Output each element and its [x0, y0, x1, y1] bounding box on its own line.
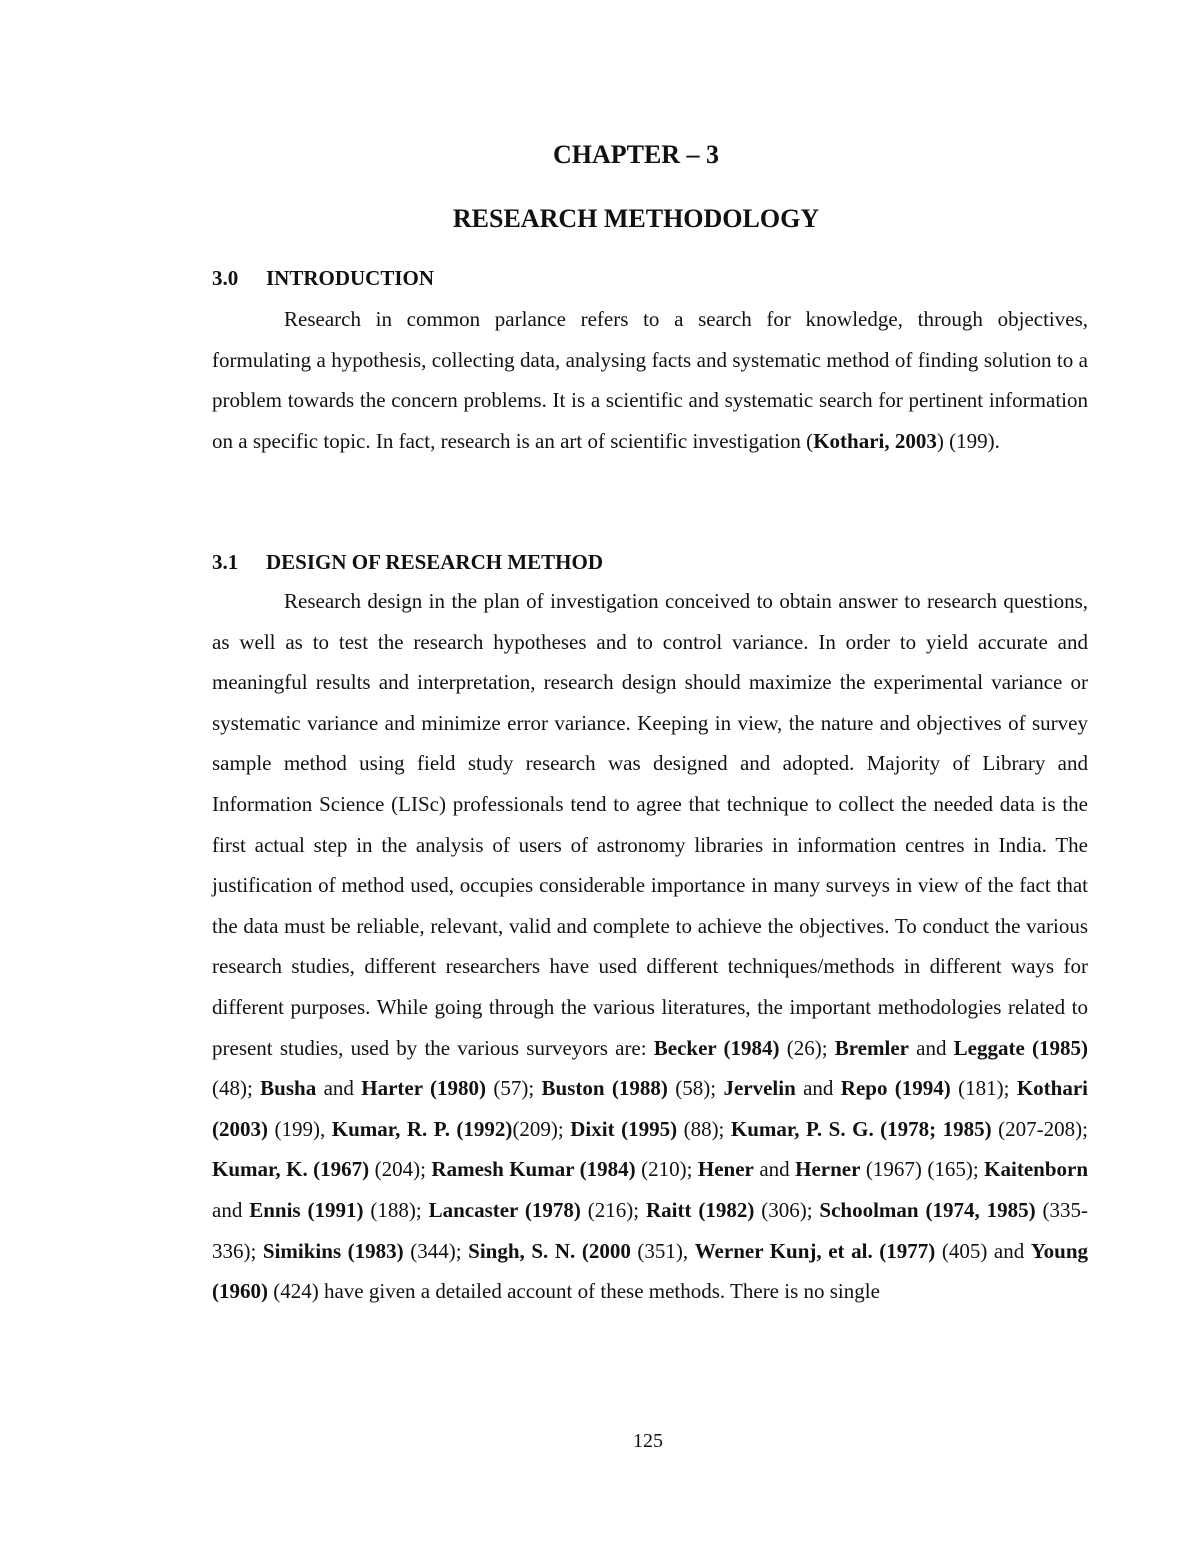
citation-bold: Schoolman (1974, 1985) [819, 1197, 1036, 1222]
text-run: and [753, 1157, 796, 1182]
citation-bold: Dixit (1995) [570, 1116, 678, 1141]
citation-bold: Kumar, P. S. G. (1978; 1985) [730, 1116, 992, 1141]
text-run: (88); [677, 1116, 731, 1141]
text-run: and [316, 1076, 362, 1101]
citation-bold: Lancaster (1978) [428, 1197, 581, 1222]
citation-bold: Herner [795, 1157, 861, 1182]
citation-bold: Kumar, R. P. (1992) [331, 1116, 513, 1141]
citation-bold: Werner Kunj, et al. (1977) [694, 1238, 936, 1263]
paragraph-design [212, 581, 1088, 1312]
text-run: (306); [754, 1197, 820, 1222]
text-run: (26); [779, 1035, 835, 1060]
citation-bold: Becker (1984) [653, 1035, 780, 1060]
citation-bold: Singh, S. N. (2000 [468, 1238, 631, 1263]
section-number: 3.0 [212, 266, 239, 290]
citation-bold: Buston (1988) [541, 1076, 668, 1101]
citation-bold: Bremler [834, 1035, 909, 1060]
text-run: (58); [667, 1076, 724, 1101]
text-run: (48); [212, 1076, 261, 1101]
chapter-number: CHAPTER – 3 [552, 140, 720, 169]
section-number: 3.1 [212, 550, 239, 574]
text-run: ) (199). [936, 428, 1000, 453]
citation-bold: Hener [697, 1157, 754, 1182]
text-run: (188); [363, 1197, 429, 1222]
text-run: Research design in the plan of investigation conceived to obtain answer to research questions, as well as to test the research hypotheses and to control variance. In order to yield accurate and meaningful results and interpretation, research design should maximize the experimental variance or systematic variance and minimize error variance. Keeping in view, the nature and objectives of survey sample method using field study research was designed and adopted. Majority of Library and Information Science (LISc) professionals tend to agree that technique to collect the needed data is the first actual step in the analysis of users of astronomy libraries in information centres in India. The justification of method used, occupies considerable importance in many surveys in view of the fact that the data must be reliable, relevant, valid and complete to achieve the objectives. To conduct the various research studies, different researchers have used different techniques/methods in different ways for different purposes. While going through the various literatures, the important methodologies related to present studies, used by the various surveyors are: [212, 589, 1088, 1060]
citation-bold: Repo (1994) [840, 1076, 951, 1101]
text-run: (216); [580, 1197, 646, 1222]
citation-bold: Harter (1980) [361, 1076, 486, 1101]
text-run: Research in common parlance refers to a search for knowledge, through objectives, formulating a hypothesis, collecting data, analysing facts and systematic method of finding solution to a problem towards the concern problems. It is a scientific and systematic search for pertinent information on a specific topic. In fact, research is an art of scientific investigation ( [212, 307, 1088, 453]
citation-bold: Ramesh Kumar (1984) [431, 1157, 636, 1182]
text-run: (181); [950, 1076, 1017, 1101]
text-run: (351), [630, 1238, 695, 1263]
text-run: (335-336); [212, 1197, 1088, 1263]
text-run: and [212, 1197, 250, 1222]
text-run: and [908, 1035, 954, 1060]
text-run: (57); [486, 1076, 542, 1101]
text-run: (405) and [935, 1238, 1031, 1263]
text-run: (204); [369, 1157, 432, 1182]
section-title: DESIGN OF RESEARCH METHOD [266, 550, 604, 574]
section-heading-design [212, 550, 603, 575]
citation-bold: Kothari, 2003 [813, 428, 937, 453]
citation-bold: Jervelin [723, 1076, 796, 1101]
section-title: INTRODUCTION [266, 266, 435, 290]
text-run: (207-208); [991, 1116, 1088, 1141]
text-run: (210); [635, 1157, 698, 1182]
text-run: (344); [403, 1238, 469, 1263]
citation-bold: Leggate (1985) [953, 1035, 1088, 1060]
section-heading-introduction [212, 266, 434, 291]
citation-bold: Kumar, K. (1967) [212, 1157, 370, 1182]
text-run: (199), [268, 1116, 332, 1141]
page-number: 125 [633, 1430, 663, 1452]
citation-bold: Ennis (1991) [249, 1197, 364, 1222]
text-run: (424) have given a detailed account of these methods. There is no single [268, 1279, 880, 1304]
citation-bold: Young (1960) [212, 1238, 1088, 1304]
citation-bold: Simikins (1983) [262, 1238, 404, 1263]
citation-bold: Kothari (2003) [212, 1076, 1088, 1141]
citation-bold: Kaitenborn [984, 1157, 1088, 1182]
text-run: (209); [512, 1116, 571, 1141]
text-run: and [795, 1076, 841, 1101]
text-run: (1967) (165); [860, 1157, 985, 1182]
citation-bold: Busha [260, 1076, 317, 1101]
chapter-title: RESEARCH METHODOLOGY [452, 204, 820, 233]
citation-bold: Raitt (1982) [645, 1197, 755, 1222]
paragraph-introduction [212, 299, 1088, 461]
